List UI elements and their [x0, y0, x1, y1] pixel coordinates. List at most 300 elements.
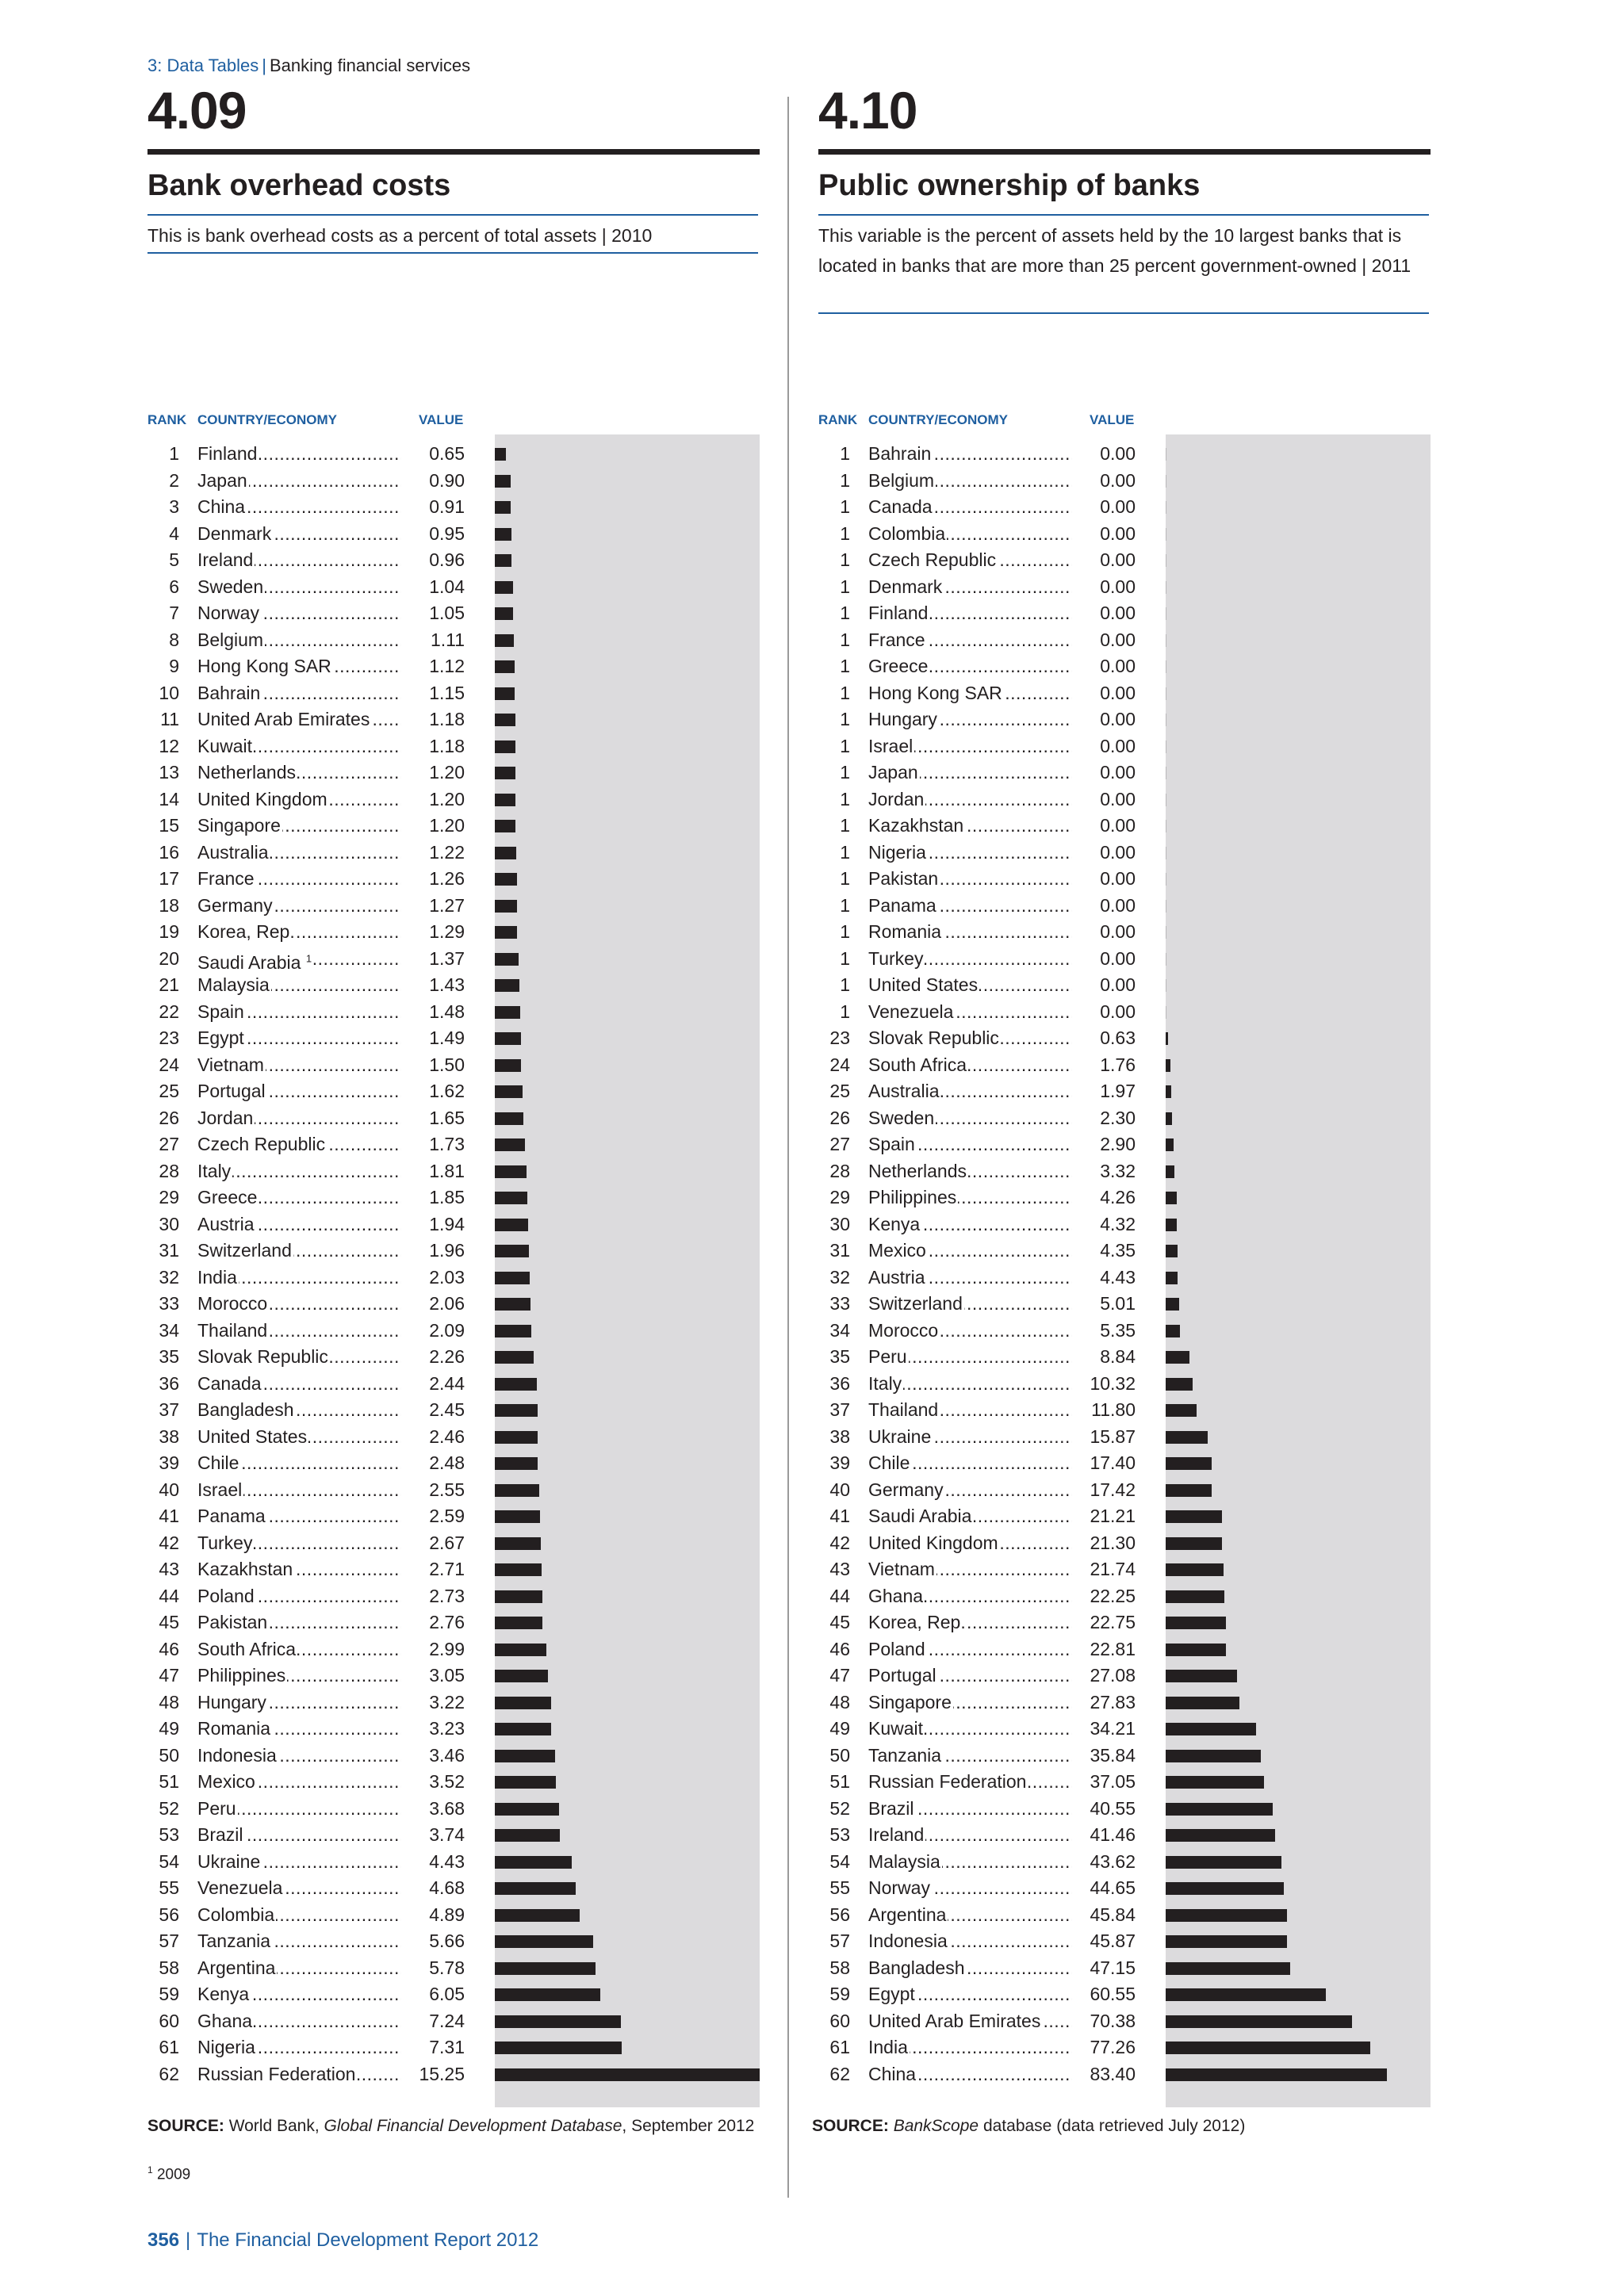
rank-cell: 1	[840, 656, 850, 676]
table-row	[147, 1689, 488, 1716]
value-bar	[495, 448, 506, 461]
title-underline	[147, 214, 758, 216]
value-cell: 1.76	[1072, 1052, 1136, 1078]
rank-cell: 51	[159, 1771, 179, 1792]
value-cell: 1.96	[401, 1238, 465, 1264]
value-bar	[1166, 1723, 1256, 1735]
value-bar	[495, 1298, 530, 1311]
country-name: Poland	[197, 1585, 255, 1606]
country-name: Finland	[868, 603, 929, 623]
rank-header: RANK	[147, 412, 187, 427]
rank-cell: 24	[159, 1054, 179, 1075]
value-cell: 1.48	[401, 999, 465, 1025]
country-name: Malaysia	[197, 974, 270, 995]
value-bar	[1166, 1670, 1237, 1682]
rank-cell: 38	[159, 1425, 179, 1447]
table-row	[147, 653, 488, 679]
value-cell: 1.15	[401, 680, 465, 706]
table-row	[147, 946, 488, 972]
value-cell: 45.87	[1072, 1928, 1136, 1954]
country-name: Czech Republic	[197, 1134, 326, 1154]
value-bar	[495, 926, 517, 939]
value-cell: 17.42	[1072, 1477, 1136, 1503]
value-bar	[1166, 1617, 1226, 1629]
value-bar	[1166, 1537, 1222, 1550]
country-name: Colombia	[197, 1904, 275, 1925]
rank-cell: 59	[829, 1984, 850, 2004]
table-row	[147, 840, 488, 866]
country-name: United Arab Emirates	[197, 709, 370, 729]
table-row	[147, 733, 488, 760]
table-row	[147, 574, 488, 600]
rank-cell: 3	[169, 496, 179, 517]
value-bar	[495, 873, 517, 886]
table-row	[818, 1875, 1159, 1901]
rank-cell: 16	[159, 841, 179, 863]
table-row	[147, 1663, 488, 1689]
table-row	[147, 1902, 488, 1928]
table-row	[147, 1530, 488, 1556]
table-row	[147, 1424, 488, 1450]
value-cell: 3.68	[401, 1796, 465, 1822]
country-name: Norway	[197, 603, 259, 623]
table-description: This variable is the percent of assets held by the 10 largest banks that is located in banks that are more than 25 percent government-owned | 2011	[818, 225, 1411, 276]
table-row	[147, 919, 488, 945]
rank-cell: 1	[840, 894, 850, 916]
value-bar	[495, 1750, 555, 1762]
country-name: China	[868, 2063, 917, 2084]
footnote-text: 2009	[156, 2166, 191, 2183]
rank-cell: 47	[829, 1665, 850, 1686]
rank-cell: 14	[159, 788, 179, 809]
table-row	[818, 1636, 1159, 1663]
value-bar	[1166, 1644, 1226, 1656]
table-row	[818, 1556, 1159, 1582]
rank-cell: 42	[829, 1532, 850, 1553]
country-name: Ukraine	[197, 1850, 261, 1872]
table-row	[818, 1689, 1159, 1716]
source-italic: BankScope	[893, 2117, 979, 2135]
value-bar	[495, 740, 515, 753]
table-row	[818, 2061, 1159, 2087]
country-name: Jordan	[868, 788, 925, 809]
rank-cell: 34	[159, 1319, 179, 1341]
value-cell: 0.00	[1072, 574, 1136, 600]
table-row	[147, 1875, 488, 1901]
rank-cell: 43	[159, 1559, 179, 1579]
value-cell: 0.00	[1072, 786, 1136, 813]
value-cell: 2.48	[401, 1450, 465, 1476]
value-bar	[1166, 1325, 1180, 1337]
value-cell: 8.84	[1072, 1344, 1136, 1370]
country-name: Hungary	[197, 1691, 266, 1712]
table-row	[147, 680, 488, 706]
country-name: Ghana	[868, 1585, 924, 1606]
value-cell: 0.00	[1072, 999, 1136, 1025]
value-cell: 2.71	[401, 1556, 465, 1582]
table-row	[818, 574, 1159, 600]
value-bar	[1166, 1431, 1208, 1444]
value-cell: 1.49	[401, 1025, 465, 1051]
table-row	[818, 1105, 1159, 1131]
value-bar	[1166, 2068, 1387, 2081]
value-cell: 4.32	[1072, 1211, 1136, 1238]
rank-cell: 55	[159, 1877, 179, 1898]
value-bar	[495, 1909, 580, 1922]
value-bar	[495, 1510, 540, 1523]
country-name: Romania	[197, 1718, 271, 1739]
country-name: Kenya	[868, 1213, 921, 1234]
rank-cell: 1	[840, 576, 850, 597]
value-cell: 2.67	[401, 1530, 465, 1556]
value-cell: 2.76	[401, 1609, 465, 1636]
table-row	[147, 1078, 488, 1104]
value-bar	[495, 475, 511, 488]
country-name: Greece	[868, 656, 929, 676]
value-cell: 1.62	[401, 1078, 465, 1104]
table-row	[147, 1796, 488, 1822]
country-name: France	[197, 868, 255, 889]
table-row	[818, 1955, 1159, 1981]
value-bar	[495, 1219, 528, 1231]
value-bar	[495, 660, 515, 673]
table-row	[147, 1609, 488, 1636]
value-cell: 2.73	[401, 1583, 465, 1609]
value-cell: 0.00	[1072, 813, 1136, 839]
rank-cell: 1	[840, 788, 850, 809]
rank-cell: 52	[829, 1797, 850, 1819]
country-name: Sweden	[868, 1107, 935, 1128]
value-cell: 22.25	[1072, 1583, 1136, 1609]
rank-cell: 1	[840, 921, 850, 942]
rank-cell: 44	[829, 1585, 850, 1606]
description-underline	[818, 312, 1429, 314]
table-row	[818, 1371, 1159, 1397]
value-cell: 0.00	[1072, 680, 1136, 706]
rank-cell: 36	[829, 1372, 850, 1394]
table-row	[147, 1849, 488, 1875]
country-name: Romania	[868, 921, 942, 942]
table-row	[147, 1477, 488, 1503]
table-row	[147, 1769, 488, 1795]
value-cell: 43.62	[1072, 1849, 1136, 1875]
table-row	[147, 1344, 488, 1370]
value-cell: 0.96	[401, 547, 465, 573]
rank-cell: 51	[829, 1771, 850, 1792]
country-name: Philippines	[868, 1187, 957, 1207]
value-bar	[1166, 1298, 1179, 1311]
value-bar	[495, 1723, 551, 1735]
table-row	[818, 1503, 1159, 1529]
value-bar	[495, 1882, 576, 1895]
value-cell: 1.18	[401, 706, 465, 733]
value-bar	[495, 528, 511, 541]
table-row	[147, 1981, 488, 2007]
value-cell: 0.65	[401, 441, 465, 467]
country-name: Poland	[868, 1638, 925, 1659]
country-name: Kenya	[197, 1984, 250, 2004]
table-row	[818, 919, 1159, 945]
value-cell: 22.75	[1072, 1609, 1136, 1636]
value-bar	[495, 1138, 525, 1151]
table-panel-4-10	[812, 0, 1433, 2204]
rank-cell: 48	[829, 1691, 850, 1712]
country-name: Portugal	[197, 1081, 266, 1101]
rank-cell: 57	[159, 1931, 179, 1951]
rank-cell: 43	[829, 1559, 850, 1579]
country-name: Netherlands	[868, 1160, 967, 1181]
country-name: Mexico	[197, 1771, 255, 1792]
title-rule	[147, 149, 760, 155]
table-row	[147, 494, 488, 520]
rank-cell: 32	[829, 1266, 850, 1288]
value-cell: 2.30	[1072, 1105, 1136, 1131]
value-cell: 0.95	[401, 521, 465, 547]
country-name: Kuwait	[197, 735, 253, 756]
value-cell: 0.00	[1072, 972, 1136, 998]
value-bar	[495, 1404, 538, 1417]
rank-cell: 54	[829, 1850, 850, 1872]
rank-cell: 29	[829, 1187, 850, 1207]
breadcrumb-section[interactable]: 3: Data Tables	[147, 55, 259, 75]
rank-cell: 33	[829, 1293, 850, 1314]
rank-cell: 48	[159, 1691, 179, 1712]
value-bar	[1166, 1510, 1222, 1523]
table-row	[818, 521, 1159, 547]
rank-cell: 6	[169, 576, 179, 597]
value-bar	[1166, 1697, 1239, 1709]
table-row	[147, 1211, 488, 1238]
country-name: Mexico	[868, 1240, 926, 1261]
country-name: Bahrain	[868, 443, 932, 464]
value-bar	[495, 1670, 548, 1682]
rank-header: RANK	[818, 412, 858, 427]
value-cell: 15.87	[1072, 1424, 1136, 1450]
value-cell: 1.05	[401, 600, 465, 626]
table-row	[147, 1636, 488, 1663]
source-note	[147, 2117, 754, 2136]
value-bar	[495, 607, 513, 620]
value-cell: 0.00	[1072, 441, 1136, 467]
table-row	[818, 627, 1159, 653]
country-name: Thailand	[868, 1399, 939, 1420]
country-name: Egypt	[868, 1984, 915, 2004]
table-row	[818, 1344, 1159, 1370]
rank-cell: 1	[840, 815, 850, 836]
table-row	[147, 1583, 488, 1609]
value-cell: 1.18	[401, 733, 465, 760]
table-row	[818, 680, 1159, 706]
value-cell: 1.27	[401, 893, 465, 919]
table-row	[147, 1265, 488, 1291]
value-bar	[495, 1032, 521, 1045]
country-name: Turkey	[868, 947, 924, 969]
rank-cell: 61	[829, 2037, 850, 2057]
value-cell: 4.35	[1072, 1238, 1136, 1264]
rank-cell: 18	[159, 894, 179, 916]
country-name: Australia	[868, 1081, 940, 1101]
rank-cell: 27	[159, 1134, 179, 1154]
table-row	[818, 1318, 1159, 1344]
table-row	[818, 1743, 1159, 1769]
value-bar	[495, 1085, 523, 1098]
rank-cell: 35	[829, 1346, 850, 1367]
value-cell: 4.26	[1072, 1184, 1136, 1211]
value-bar	[495, 979, 519, 992]
value-cell: 3.05	[401, 1663, 465, 1689]
table-row	[818, 1609, 1159, 1636]
table-row	[818, 2008, 1159, 2034]
value-cell: 2.09	[401, 1318, 465, 1344]
rank-cell: 37	[829, 1399, 850, 1420]
value-cell: 2.99	[401, 1636, 465, 1663]
title-rule	[818, 149, 1431, 155]
value-bar	[1166, 1563, 1224, 1576]
value-cell: 1.85	[401, 1184, 465, 1211]
source-label: SOURCE:	[812, 2117, 889, 2135]
country-name: Austria	[197, 1213, 255, 1234]
rank-cell: 5	[169, 549, 179, 570]
rank-cell: 22	[159, 1001, 179, 1022]
country-name: Brazil	[868, 1797, 914, 1819]
rank-cell: 10	[159, 682, 179, 703]
country-name: Indonesia	[197, 1744, 277, 1766]
rank-cell: 2	[169, 469, 179, 491]
rank-cell: 1	[840, 682, 850, 703]
value-cell: 0.00	[1072, 521, 1136, 547]
table-row	[147, 547, 488, 573]
rank-cell: 1	[840, 841, 850, 863]
table-row	[147, 441, 488, 467]
country-name: Hungary	[868, 709, 937, 729]
value-cell: 4.89	[401, 1902, 465, 1928]
value-cell: 41.46	[1072, 1822, 1136, 1848]
table-row	[147, 1743, 488, 1769]
value-cell: 3.46	[401, 1743, 465, 1769]
value-cell: 0.00	[1072, 840, 1136, 866]
country-name: Greece	[197, 1187, 258, 1207]
table-row	[818, 813, 1159, 839]
value-cell: 1.65	[401, 1105, 465, 1131]
rank-cell: 25	[829, 1081, 850, 1101]
country-name: Bangladesh	[868, 1957, 965, 1978]
rank-cell: 49	[159, 1718, 179, 1739]
value-bar	[495, 581, 513, 594]
country-name: Bangladesh	[197, 1399, 294, 1420]
rank-cell: 41	[159, 1506, 179, 1526]
page-footer	[147, 2229, 538, 2252]
table-row	[818, 1928, 1159, 1954]
value-bar	[495, 1988, 600, 2001]
country-name: Portugal	[868, 1665, 936, 1686]
rank-cell: 44	[159, 1585, 179, 1606]
table-row	[147, 1052, 488, 1078]
rank-cell: 1	[840, 974, 850, 995]
country-name: Canada	[868, 496, 933, 517]
rank-cell: 23	[159, 1027, 179, 1048]
rank-cell: 56	[159, 1904, 179, 1925]
value-cell: 17.40	[1072, 1450, 1136, 1476]
table-number: 4.10	[818, 81, 917, 140]
value-cell: 27.08	[1072, 1663, 1136, 1689]
table-row	[147, 2008, 488, 2034]
country-header: COUNTRY/ECONOMY	[868, 412, 1008, 427]
rank-cell: 58	[829, 1957, 850, 1978]
country-name: Slovak Republic	[868, 1027, 999, 1048]
country-name: Jordan	[197, 1107, 254, 1128]
rank-cell: 11	[160, 709, 179, 729]
rank-cell: 55	[829, 1877, 850, 1898]
value-cell: 1.97	[1072, 1078, 1136, 1104]
value-bar	[495, 1803, 559, 1816]
table-title: Public ownership of banks	[818, 169, 1201, 202]
table-row	[147, 600, 488, 626]
table-row	[818, 1477, 1159, 1503]
value-bar	[495, 1617, 542, 1629]
country-name: Ireland	[197, 549, 254, 570]
rank-cell: 34	[829, 1319, 850, 1341]
country-name: United Kingdom	[868, 1532, 998, 1553]
rank-cell: 28	[829, 1160, 850, 1181]
page-number: 356	[147, 2229, 180, 2251]
table-row	[818, 1184, 1159, 1211]
country-name: Philippines	[197, 1665, 286, 1686]
value-cell: 1.81	[401, 1158, 465, 1184]
value-cell: 0.63	[1072, 1025, 1136, 1051]
country-name: Korea, Rep.	[868, 1612, 966, 1632]
table-row	[147, 1450, 488, 1476]
value-bar	[495, 1272, 530, 1284]
rank-cell: 13	[159, 762, 179, 783]
source-text-before: World Bank,	[228, 2117, 324, 2135]
value-bar	[1166, 1138, 1174, 1151]
country-name: Pakistan	[197, 1612, 268, 1632]
country-name: Venezuela	[197, 1877, 283, 1898]
value-bar	[1166, 1856, 1281, 1869]
table-row	[147, 1158, 488, 1184]
value-bar	[495, 1563, 542, 1576]
rank-cell: 1	[840, 469, 850, 491]
value-bar	[1166, 1935, 1287, 1948]
value-cell: 15.25	[401, 2061, 465, 2087]
rank-cell: 20	[159, 947, 179, 969]
value-bar	[495, 1192, 527, 1204]
table-row	[818, 1238, 1159, 1264]
value-cell: 1.04	[401, 574, 465, 600]
table-row	[818, 1397, 1159, 1423]
value-cell: 2.59	[401, 1503, 465, 1529]
country-name: South Africa	[868, 1054, 967, 1075]
country-name: Singapore	[197, 815, 281, 836]
value-cell: 22.81	[1072, 1636, 1136, 1663]
value-cell: 2.55	[401, 1477, 465, 1503]
country-name: Argentina	[197, 1957, 276, 1978]
value-bar	[495, 1537, 541, 1550]
value-cell: 0.00	[1072, 706, 1136, 733]
value-cell: 0.00	[1072, 866, 1136, 892]
table-row	[818, 786, 1159, 813]
value-bar	[495, 1962, 596, 1975]
country-name: Italy	[197, 1160, 232, 1181]
value-cell: 0.00	[1072, 547, 1136, 573]
value-bar	[1166, 1085, 1171, 1098]
table-row	[818, 1849, 1159, 1875]
value-bar	[495, 687, 515, 700]
country-name: Czech Republic	[868, 549, 997, 570]
rank-cell: 39	[159, 1452, 179, 1473]
value-cell: 1.11	[401, 627, 465, 653]
table-row	[818, 1981, 1159, 2007]
